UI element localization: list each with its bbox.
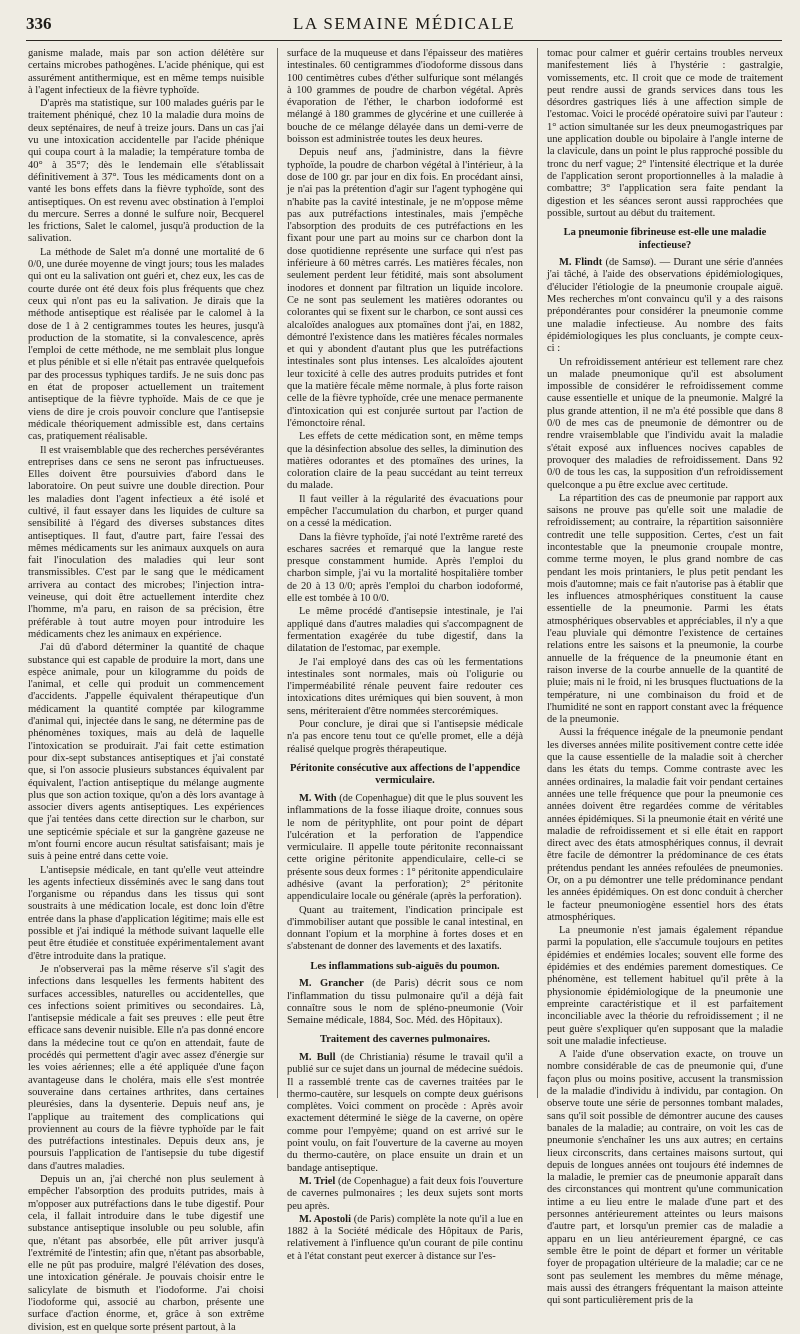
paragraph: (de Copenhague) dit que le plus souvent les inflammations de la fosse iliaque droite, connues sous le nom de pérityphlite, ont pour point de départ l'ulcération et la perforation de l'appendice vermiculaire. Il appelle toute péritonite reconnaissant cette origine péritonite appendiculaire, celle-ci se présente sous deux formes : 1° péritonite appendiculaire adhésive (avant la perforation); 2° péritonite appendiculaire locale ou générale (après la perforation). bbox=[287, 792, 523, 903]
speaker-name: M. Flindt bbox=[559, 257, 603, 269]
paragraph: L'antisepsie médicale, en tant qu'elle veut atteindre les agents infectieux disséminés avec le sang dans tout l'organisme ou répandus dans les tissus qui sont soustraits à une médication locale, est donc loin d'être entrée dans la phase d'application légitime; mais elle est possible et j'ai indiqué la méthode suivant laquelle elle peut être étudiée et constituée expérimentalement avant d'être introduite dans la pratique. bbox=[28, 864, 264, 962]
paragraph: La pneumonie n'est jamais également répandue parmi la population, elle s'accumule toujours en petites épidémies et endémies locales; souvent elle forme des épidémies et des endémies parement domestiques. Ce phénomène, est tellement habituel qu'il prête à la physionomie épidémiologique de la pneumonie une empreinte caractéristique et il est parfaitement inconciliable avec la théorie du refroidissement ; il ne peut guère s'expliquer qu'en supposant que la maladie soit une maladie infectieuse. bbox=[547, 925, 783, 1047]
paragraph: La répartition des cas de pneumonie par rapport aux saisons ne prouve pas qu'elle soit une maladie de refroidissement; au contraire, la répartition saisonnière contredit une telle supposition. Certes, c'est un fait incontestable que la pneumonie croupale montre, comme terme moyen, le plus grand nombre de cas pendant les mois printaniers, le plus petit pendant les mois d'automne; mais ce fait n'autorise pas à établir que les influences atmosphériques constituent la cause essentielle de la pneumonie. Parmi les états atmosphériques observables et appréciables, il n'y a que l'eau pluviale qui démontre l'existence de certaines relations entre les saisons et la pneumonie, la courbe annuelle de la fréquence de la pneumonie étant en raison inverse de la courbe annuelle de la quantité de pluie; mais ni le froid, ni les brusques fluctuations de la température, ni une combinaison du froid et de l'humidité ne sont en rapport constant avec la fréquence de la pneumonie. bbox=[547, 492, 783, 726]
section-heading: Les inflammations sub-aiguës du poumon. bbox=[310, 960, 500, 972]
column-divider bbox=[537, 48, 538, 1098]
speaker-name: M. Grancher bbox=[299, 978, 364, 990]
section-heading: La pneumonie fibrineuse est-elle une maladie infectieuse? bbox=[563, 227, 767, 251]
paragraph: A l'aide d'une observation exacte, on trouve un nombre considérable de cas de pneumonie qui, d'une façon plus ou moins positive, accusent la transmission de la maladie d'individu à individu, par contagion. On observe toute une série de personnes tombant malades, sans qu'il soit possible de démontrer aucune des causes banales de la maladie; au contraire, on voit les cas de pneumonie s'enchaîner les uns aux autres; en certains lieux circonscrits, dans certaines maisons surtout, qui depuis de longues années ont toujours été indemnes de la maladie, le premier cas de pneumonie apparaît dans des circonstances qui montrent qu'une communication intime a eu lieu entre le malade d'une part et des personnes antérieurement atteintes ou leurs maisons d'autre part, et lorsqu'un premier cas de maladie a apparu en un lieu antérieurement épargné, ce cas semble être le point de départ et former un véritable foyer de propagation ultérieure de la maladie; car ce ne sont pas seulement les membres du même ménage, mais aussi des étrangers fréquentant la maison atteinte qui sont particulièrement pris de la bbox=[547, 1049, 783, 1307]
paragraph: Un refroidissement antérieur est tellement rare chez un malade pneumonique qu'il est absolument impossible de considérer le refroidissement comme cause essentielle et unique de la pneumonie. Malgré la plus grande attention, il ne m'a été possible que dans 8 0/0 de mes cas de pneumonie de démontrer ou de rendre vraisemblable que l'individu avait la maladie s'était exposé aux influences nocives capables de provoquer des maladies de refroidissement. Dans 92 0/0 de tous les cas, la supposition d'un refroidissement quelconque a pu être exclue avec certitude. bbox=[547, 356, 783, 491]
column-middle bbox=[287, 48, 524, 1262]
speaker-name: M. Triel bbox=[299, 1175, 336, 1187]
speaker-name: M. With bbox=[299, 792, 337, 804]
paragraph: Le même procédé d'antisepsie intestinale, je l'ai appliqué dans d'autres maladies qui s'accompagnent de fermentation exagérée du tube digestif, dans la dilatation de l'estomac, par exemple. bbox=[287, 606, 523, 655]
paragraph: Dans la fièvre typhoïde, j'ai noté l'extrême rareté des eschares sacrées et remarqué que la langue reste presque constamment humide. Après l'emploi du charbon simple, j'ai vu la mortalité hospitalière tomber de 20 à 13 0/0; après l'emploi du charbon iodoformé, elle est tombée à 10 0/0. bbox=[287, 531, 523, 605]
paragraph: (de Copenhague) a fait deux fois l'ouverture de cavernes pulmonaires ; les deux sujets sont morts peu après. bbox=[287, 1175, 523, 1212]
paragraph: surface de la muqueuse et dans l'épaisseur des matières intestinales. 60 centigrammes d'iodoforme dissous dans 100 centimètres cubes d'éther sulfurique sont mélangés à 100 grammes de poudre de charbon végétal. Après évaporation de l'éther, le charbon iodoformé est mélangé à 180 grammes de glycérine et une cuillerée à bouche de ce mélange délayée dans un demi-verre de boisson est administrée toutes les deux heures. bbox=[287, 48, 523, 146]
column-divider bbox=[277, 48, 278, 1098]
paragraph: Il faut veiller à la régularité des évacuations pour empêcher l'accumulation du charbon, et purger quand on a cessé la médication. bbox=[287, 493, 523, 530]
paragraph: Depuis neuf ans, j'administre, dans la fièvre typhoïde, la poudre de charbon végétal à l'intérieur, à la dose de 100 gr. par jour en dix fois. En procédant ainsi, je n'ai pas la prétention d'agir sur l'agent typhogène qui n'habite pas la cavité intestinale, je ne m'oppose même pas aux putréfactions intestinales, mais j'empêche l'absorption des produits de ces putréfactions en les fixant pour une part au moins sur ce charbon dont la dose quotidienne représente une surface qui n'est pas inférieure à 60 mètres carrés. Les matières fécales, non seulement perdent leur fétidité, mais sont absolument inodores et donnent par filtration un liquide incolore. Ce ne sont pas seulement les matières odorantes ou colorantes qui se fixent sur le charbon, ce sont aussi ces alcaloïdes analogues aux ptomaïnes dont j'ai, en 1882, démontré l'existence dans les matières fécales normales et qui y abondent d'autant plus que les putréfactions intestinales sont plus intenses. Les alcaloïdes ajoutent leur toxicité à celle des autres produits putrides et font que la matière fécale même normale, à plus forte raison celle de la fièvre typhoïde, crée une menace permanente d'intoxication qui est conjurée surtout par l'action de l'émonctoire rénal. bbox=[287, 147, 523, 429]
paragraph: ganisme malade, mais par son action délétère sur certains microbes pathogènes. L'acide phénique, qui est assurément antithermique, est en même temps nuisible à l'agent infectieux de la fièvre typhoïde. bbox=[28, 48, 264, 96]
section-heading: Traitement des cavernes pulmonaires. bbox=[320, 1034, 490, 1046]
paragraph: Les effets de cette médication sont, en même temps que la désinfection absolue des selles, la diminution des matières odorantes et des ptomaïnes des urines, la coloration claire de la peau succédant au teint terreux du malade. bbox=[287, 431, 523, 492]
paragraph: (de Paris) complète la note qu'il a lue en 1882 à la Société médicale des Hôpitaux de Paris, relativement à l'influence qu'un courant de pile continu et à l'état constant peut exercer à distance sur l'es- bbox=[287, 1213, 523, 1262]
speaker-name: M. Bull bbox=[299, 1051, 336, 1063]
page-header bbox=[26, 14, 782, 41]
paragraph: Pour conclure, je dirai que si l'antisepsie médicale n'a pas encore tenu tout ce qu'elle promet, elle a déjà réalisé quelque progrès thérapeutique. bbox=[287, 719, 523, 755]
paragraph: (de Paris) décrit sous ce nom l'inflammation du tissu pulmonaire qu'il a déjà fait connaître sous le nom de spléno-pneumonie (Voir Semaine médicale, 1884, Soc. Méd. des Hôpitaux). bbox=[287, 978, 524, 1027]
speaker-name: M. Apostoli bbox=[299, 1213, 351, 1225]
paragraph: Aussi la fréquence inégale de la pneumonie pendant les diverses années milite positivement contre cette idée que la cause essentielle de la maladie soit à chercher dans les états du temps. Comme contraste avec les années ordinaires, la maladie fait voir pendant certaines années une telle fréquence que pour la pneumonie ces années doivent être regardées comme de véritables années épidémiques. Si la pneumonie était en vérité une maladie de refroidissement et si elle était en rapport direct avec des états atmosphériques connus, il devrait être facile de démontrer la prédominance de ces états prétendus pendant les années refoulées de pneumonies. Or, on a pu démontrer une telle prédominance pendant les années épidémiques. On est donc conduit à chercher le facteur pneumoniogène essentiel hors des états atmosphériques. bbox=[547, 727, 783, 923]
paragraph: tomac pour calmer et guérir certains troubles nerveux manifestement liés à l'hystérie : gastralgie, vomissements, etc. Il croit que ce mode de traitement peut rendre aussi de grands services dans tous les désordres gastriques liés à une affection simple de l'estomac. Voici le procédé opératoire suivi par l'auteur : 1° action simultanée sur les deux pneumogastriques par une application double ou bipolaire à l'angle interne de la clavicule, dans un point le plus rapproché possible du tronc du nerf vague; 2° l'intensité électrique et la durée de l'application seront proportionnelles à la maladie à combattre; 3° l'application sera faite pendant la digestion et les séances seront aussi rapprochées que possible, surtout au début du traitement. bbox=[547, 48, 783, 219]
paragraph: (de Samsø). — Durant une série d'années j'ai tâché, à l'aide des observations épidémiologiques, d'élucider l'étiologie de la pneumonie croupale aiguë. Mes recherches m'ont convaincu qu'il y a des raisons prépondérantes pour considérer la pneumonie comme une maladie infectieuse. Au nombre des faits épidémiologiques les plus concluants, je compte ceux-ci : bbox=[547, 257, 783, 355]
journal-title: LA SEMAINE MÉDICALE bbox=[292, 14, 516, 33]
column-left bbox=[28, 48, 264, 1333]
paragraph: D'après ma statistique, sur 100 malades guéris par le traitement phéniqué, chez 10 la maladie dura moins de deux septénaires, de neuf à treize jours. Dans un cas j'ai vu une intoxication accidentelle par l'acide phénique qui coupa court à la maladie; la température tomba de 40° à 35°7; dès le lendemain elle s'établissait définitivement à 37°. Tous les médicaments dont on a vanté les bons effets dans la fièvre typhoïde, sont des antiseptiques. On est revenu avec obstination à l'emploi du mercure. Serres a donné le sulfure noir, Becquerel les frictions, Salet le calomel, jusqu'à production de la salivation. bbox=[28, 98, 264, 245]
paragraph: J'ai dû d'abord déterminer la quantité de chaque substance qui est capable de produire la mort, dans une espèce animale, pour un kilogramme du poids de l'animal, et celle qui produit un commencement d'accidents. J'appelle équivalent thérapeutique d'un médicament la quantité comptée par kilogramme d'animal qui, injectée dans le sang, ne détermine pas de phénomènes toxiques, mais au delà de laquelle l'intoxication se produirait. J'ai fait cette estimation pour dix-sept substances antiseptiques et j'ai constaté que, si l'on associe plusieurs substances équivalent par équivalent, l'action antiseptique du mélange augmente plus que son action toxique, qu'on a dès lors avantage à associer divers agents antiseptiques. Les expériences que j'ai tentées dans cette direction sur le charbon, sur une septicémie spéciale et sur la gangrène gazeuse ne m'ont fourni encore aucun résultat satisfaisant; mais je suis à peine entré dans cette voie. bbox=[28, 642, 264, 863]
paragraph: Il est vraisemblable que des recherches persévérantes entreprises dans ce sens ne seront pas infructueuses. Elles doivent être poursuivies d'abord dans le laboratoire. On peut suivre une double direction. Pour les maladies dont l'agent infectieux a été isolé et cultivé, il faut essayer dans les liquides de culture sa sensibilité à l'égard des diverses substances dites antiseptiques. Il faut, d'autre part, faire l'essai des mêmes médicaments sur les animaux auxquels on aura fait l'inoculation des maladies qui leur sont transmissibles. C'est par le sang que le médicament arrivera au contact des microbes; l'injection intra-veineuse, qui doit être actuellement interdite chez l'homme, m'a paru, en raison de sa précision, être préférable à tout autre moyen pour introduire les médicaments chez les animaux en expérience. bbox=[28, 444, 264, 640]
paragraph: Depuis un an, j'ai cherché non plus seulement à empêcher l'absorption des produits putrides, mais à m'opposer aux putréfactions dans le tube digestif. Pour cela, il fallait introduire dans le tube digestif une substance antiseptique insoluble ou peu soluble, afin que, n'étant pas absorbée, elle pût arriver jusqu'à l'extrémité de l'intestin; afin que, n'étant pas absorbable, elle ne pût pas produire, malgré l'élévation des doses, une intoxication générale. Je pouvais choisir entre le salicylate de bismuth et l'iodoforme. J'ai choisi l'iodoforme qui, associé au charbon, présente une surface d'action énorme, et, grâce à son extrême division, est en quelque sorte présent partout, à la bbox=[28, 1174, 264, 1333]
paragraph: Je n'observerai pas la même réserve s'il s'agit des infections dans lesquelles les ferments habitent des surfaces accessibles, naturelles ou accidentelles, que ces infections soient primitives ou secondaires. Là, l'antisepsie médicale a fait ses preuves : elle peut être efficace sans devenir nuisible. Elle n'a pas donné encore dans la médecine tout ce qu'on en attendait, faute de procédés qui permettent d'agir avec assez d'énergie sur les voies aériennes; elle a été appliquée d'une façon avantageuse dans le choléra, mais elle s'est montrée souveraine dans certaines arthrites, dans certaines pleurésies, dans la dysenterie. Depuis neuf ans, je l'applique au traitement des complications qui proviennent au cours de la fièvre typhoïde par le fait des putréfactions intestinales. Depuis deux ans, je poursuis l'application de l'antisepsie du tube digestif dans d'autres maladies. bbox=[28, 963, 264, 1172]
column-right bbox=[547, 48, 783, 1307]
paragraph: Je l'ai employé dans des cas où les fermentations intestinales sont normales, mais où l'oligurie ou l'imperméabilité rénale peuvent faire redouter ces intoxications dites urémiques qui bien souvent, à mon sens, mériteraient d'être nommées stercorémiques. bbox=[287, 656, 523, 717]
paragraph: (de Christiania) résume le travail qu'il a publié sur ce sujet dans un journal de médecine suédois. Il a rassemblé trente cas de cavernes traitées par le thermo-cautère, sur lesquels on compte deux guérisons complètes. Voici comment on procède : Après avoir exactement déterminé le siège de la caverne, on opère comme pour l'empyème; quand on est arrivé sur le point voulu, on fait l'ouverture de la caverne au moyen du thermo-cautère, on place ensuite un drain et un bandage antiseptique. bbox=[287, 1051, 523, 1174]
paragraph: La méthode de Salet m'a donné une mortalité de 6 0/0, une durée moyenne de vingt jours; tous les malades qui ont eu la salivation ont guéri et, chez eux, les cas de courte durée ont été deux fois plus fréquents que chez ceux qui n'ont pas eu la salivation. Je dirais que la méthode antiseptique est réalisée par le calomel à la dose de 1 à 2 centigrammes toutes les heures, jusqu'à production de la stomatite, si la convalescence, après l'emploi de cette méthode, ne me semblait plus longue et plus pénible et si elle n'était pas entravée quelquefois par des processus typhiques tardifs. Je ne suis donc pas en état de proposer actuellement un traitement antiseptique de la fièvre typhoïde. Mais de ce que je viens de dire je crois pouvoir conclure que l'antisepsie médicale théoriquement admissible est, dans certains cas, pratiquement réalisable. bbox=[28, 246, 264, 443]
paragraph: Quant au traitement, l'indication principale est d'immobiliser autant que possible le canal intestinal, en donnant l'opium et la morphine à fortes doses et en s'abstenant de donner des lavements et des laxatifs. bbox=[287, 904, 523, 953]
section-heading: Péritonite consécutive aux affections de l'appendice vermiculaire. bbox=[289, 762, 521, 787]
page-number: 336 bbox=[26, 14, 52, 33]
